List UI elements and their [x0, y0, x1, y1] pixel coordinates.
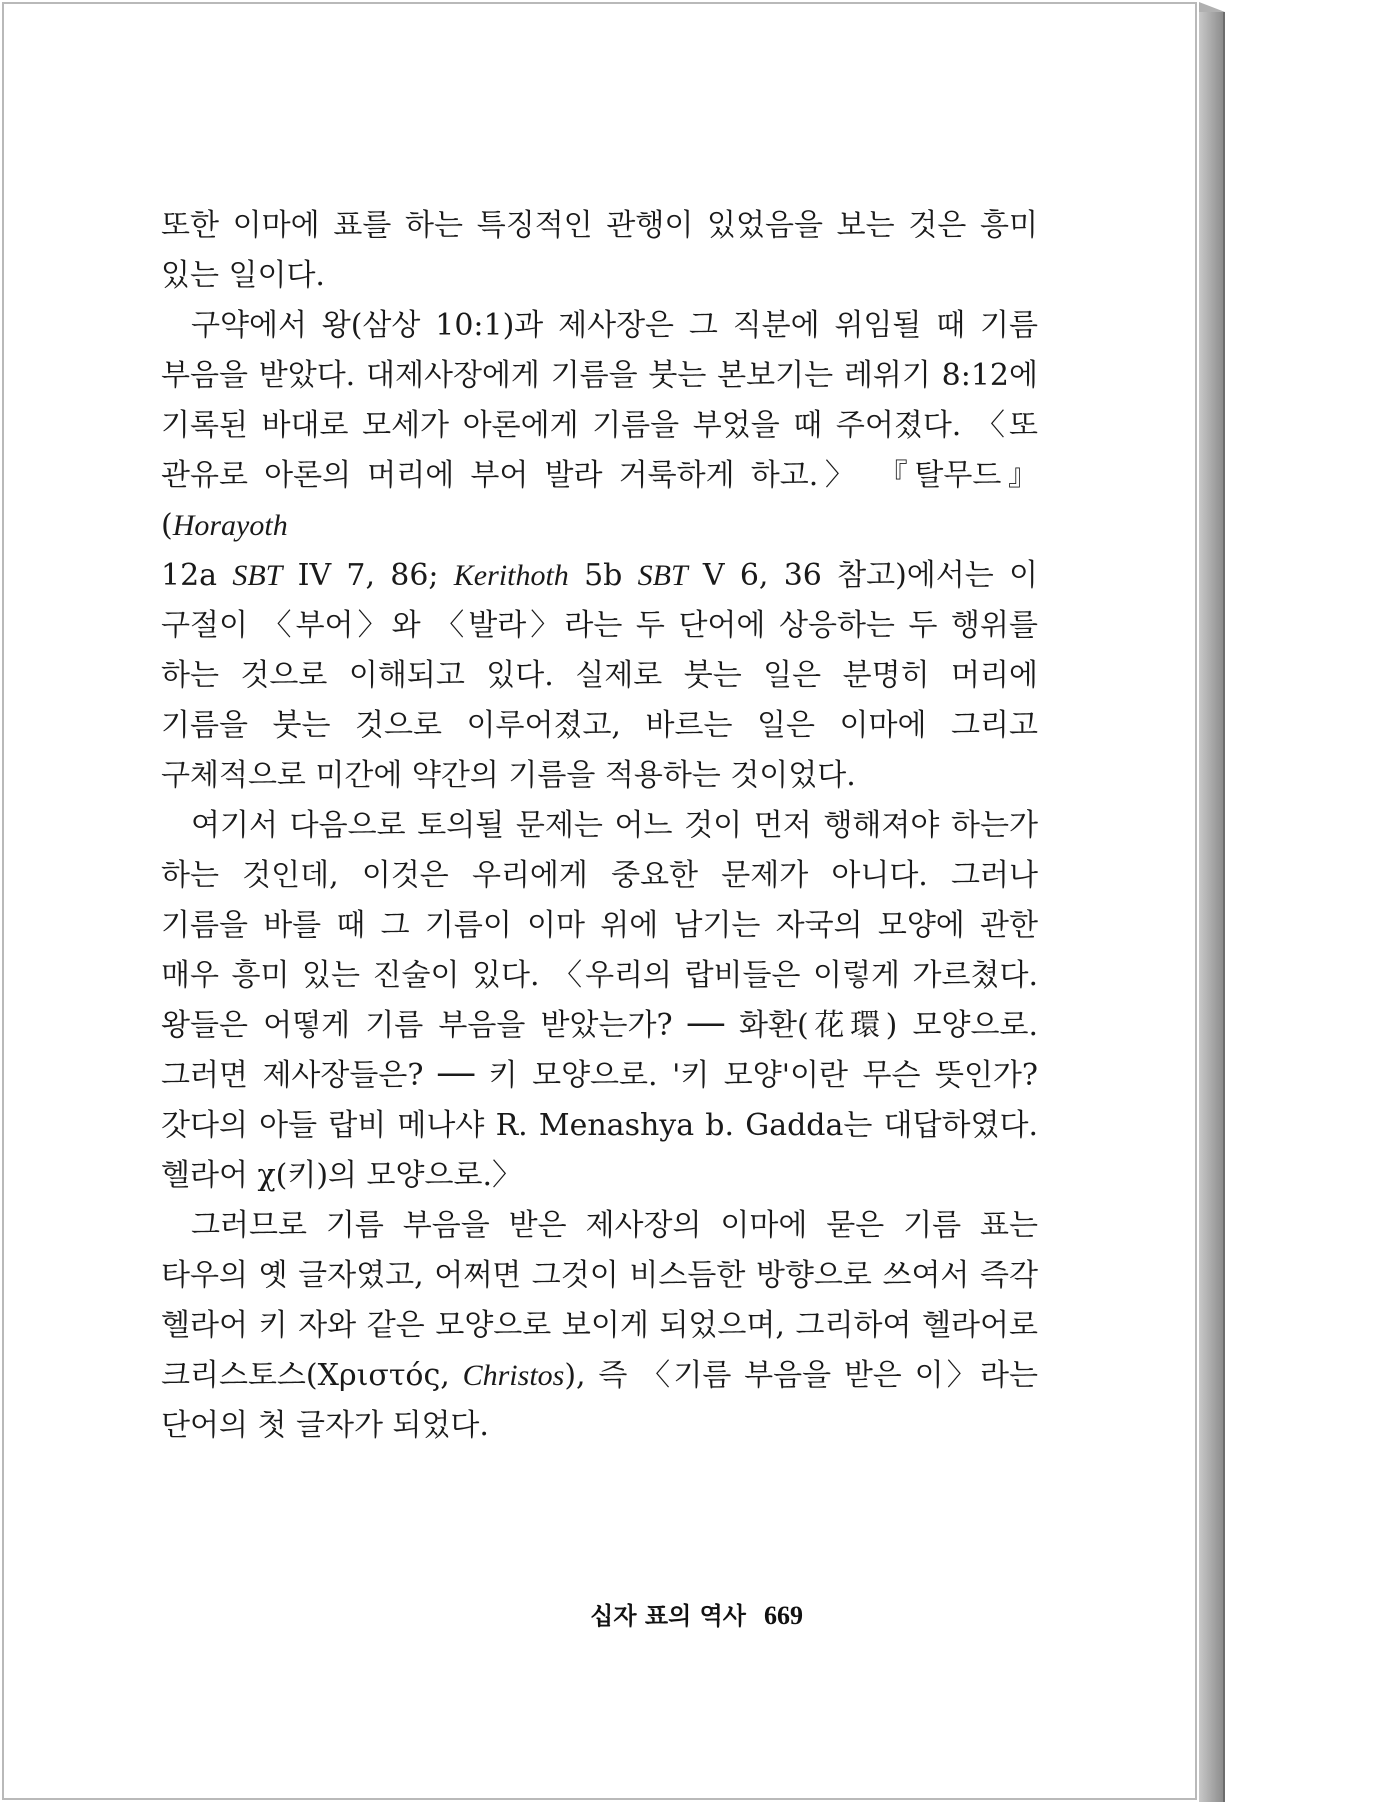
term-christos: Christos — [462, 1359, 565, 1392]
paragraph-4 — [161, 1201, 1038, 1451]
running-footer — [590, 1596, 803, 1631]
paragraph-1-text: 또한 이마에 표를 하는 특징적인 관행이 있었음을 보는 것은 흥미 있는 일이다. — [161, 208, 1038, 293]
paragraph-3 — [161, 801, 1038, 1201]
paragraph-2-text-c: IV 7, 86; — [282, 558, 454, 593]
body-text — [161, 201, 1038, 1451]
paragraph-2-text-b: 12a — [161, 558, 233, 593]
citation-kerithoth: Kerithoth — [453, 559, 569, 592]
paragraph-4-text-a: 그러므로 기름 부음을 받은 제사장의 이마에 묻은 기름 표는 타우의 옛 글자였고, 어쩌면 그것이 비스듬한 방향으로 쓰여서 즉각 헬라어 키 자와 같은 모양으로 보이게 되었으며, 그리하여 헬라어로 크리스토스(Χριστός, — [161, 1208, 1038, 1393]
citation-sbt-1: SBT — [232, 559, 283, 592]
paragraph-1 — [161, 201, 1038, 301]
paragraph-2-text-a: 구약에서 왕(삼상 10:1)과 제사장은 그 직분에 위임될 때 기름 부음을 받았다. 대제사장에게 기름을 붓는 본보기는 레위기 8:12에 기록된 바대로 모세가 아론에게 기름을 부었을 때 주어졌다. 〈또 관유로 아론의 머리에 부어 발라 거룩하게 하고.〉 『탈무드』( — [161, 308, 1038, 543]
citation-horayoth: Horayoth — [172, 509, 288, 542]
citation-sbt-2: SBT — [637, 559, 688, 592]
footer-title: 십자 표의 역사 — [590, 1602, 746, 1630]
page-stack-edge — [1199, 12, 1225, 1802]
paragraph-2 — [161, 301, 1038, 801]
paragraph-2-text-d: 5b — [568, 558, 638, 593]
page-edge-corner — [1199, 2, 1225, 12]
paragraph-2-text-e: V 6, 36 참고)에서는 이 구절이 〈부어〉와 〈발라〉라는 두 단어에 상응하는 두 행위를 하는 것으로 이해되고 있다. 실제로 붓는 일은 분명히 머리에 기름을 붓는 것으로 이루어졌고, 바르는 일은 이마에 그리고 구체적으로 미간에 약간의 기름을 적용하는 것이었다. — [161, 558, 1038, 793]
paragraph-4-text-b: ), 즉 〈기름 부음을 받은 이〉라는 단어의 첫 글자가 되었다. — [161, 1358, 1039, 1443]
page-number: 669 — [764, 1601, 803, 1630]
paragraph-3-text: 여기서 다음으로 토의될 문제는 어느 것이 먼저 행해져야 하는가 하는 것인데, 이것은 우리에게 중요한 문제가 아니다. 그러나 기름을 바를 때 그 기름이 이마 위에 남기는 자국의 모양에 관한 매우 흥미 있는 진술이 있다. 〈우리의 랍비들은 이렇게 가르쳤다. 왕들은 어떻게 기름 부음을 받았는가? ── 화환(花環) 모양으로. 그러면 제사장들은? ── 키 모양으로. '키 모양'이란 무슨 뜻인가? 갓다의 아들 랍비 메나샤 R. Menashya b. Gadda는 대답하였다. 헬라어 χ(키)의 모양으로.〉 — [161, 808, 1038, 1193]
book-page — [2, 2, 1197, 1800]
